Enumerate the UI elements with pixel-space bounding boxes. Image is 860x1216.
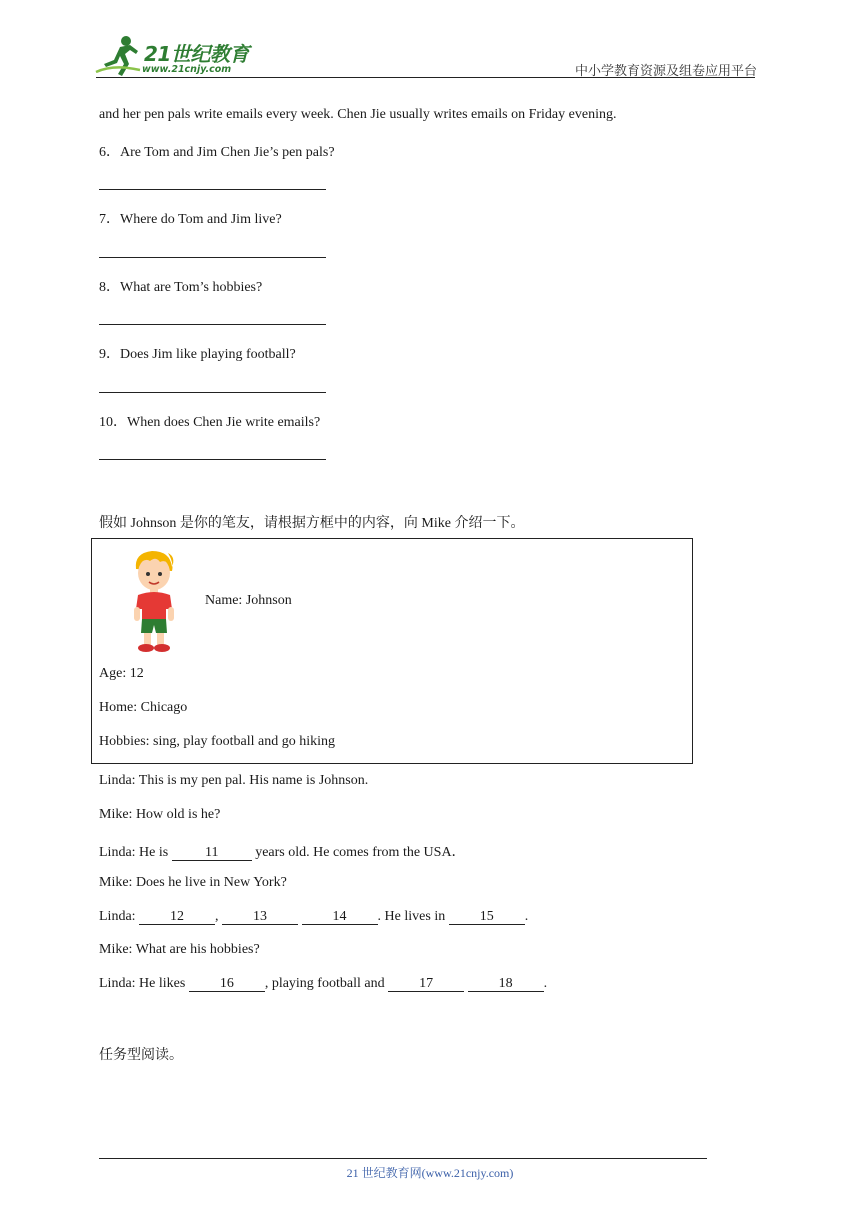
- header-platform-title: 中小学教育资源及组卷应用平台: [575, 63, 758, 78]
- question-7: 7．Where do Tom and Jim live?: [99, 212, 282, 227]
- dialogue-line-7-prefix: Linda: He likes: [99, 976, 189, 991]
- question-9: 9．Does Jim like playing football?: [99, 347, 296, 362]
- blank-12[interactable]: 12: [139, 910, 215, 925]
- blank-14[interactable]: 14: [302, 910, 378, 925]
- footer-divider: [99, 1158, 707, 1159]
- boy-illustration-icon: [126, 547, 182, 655]
- dialogue-line-2: Mike: How old is he?: [99, 807, 221, 822]
- answer-line-6[interactable]: [99, 189, 326, 190]
- blank-13[interactable]: 13: [222, 910, 298, 925]
- blank-18[interactable]: 18: [468, 977, 544, 992]
- dialogue-line-7: [99, 976, 547, 992]
- answer-line-10[interactable]: [99, 459, 326, 460]
- logo-brand-text: 21世纪教育: [144, 42, 249, 66]
- blank-11[interactable]: 11: [172, 846, 252, 861]
- info-home: Home: Chicago: [99, 700, 188, 715]
- info-box: [91, 538, 693, 764]
- question-8: 8．What are Tom’s hobbies?: [99, 280, 263, 295]
- passage-continuation: and her pen pals write emails every week. Chen Jie usually writes emails on Friday evening.: [99, 107, 617, 122]
- dialogue-line-3-prefix: Linda: He is: [99, 845, 172, 860]
- section-instruction: 假如 Johnson 是你的笔友，请根据方框中的内容，向 Mike 介绍一下。: [99, 516, 525, 531]
- dialogue-line-5-mid: . He lives in: [377, 909, 449, 924]
- answer-line-9[interactable]: [99, 392, 326, 393]
- dialogue-line-5-comma: ,: [215, 909, 223, 924]
- dialogue-line-6: Mike: What are his hobbies?: [99, 942, 260, 957]
- logo-url-text: www.21cnjy.com: [142, 64, 232, 75]
- dialogue-line-7-mid: , playing football and: [264, 976, 389, 991]
- dialogue-line-5-prefix: Linda:: [99, 909, 140, 924]
- question-10: 10．When does Chen Jie write emails?: [99, 415, 321, 430]
- info-hobbies: Hobbies: sing, play football and go hiking: [99, 734, 336, 749]
- info-age: Age: 12: [99, 666, 144, 681]
- dialogue-line-7-end: .: [543, 976, 548, 991]
- section3-title: 任务型阅读。: [99, 1048, 183, 1063]
- site-logo: [94, 34, 264, 80]
- runner-logo-icon: [94, 34, 144, 80]
- answer-line-8[interactable]: [99, 324, 326, 325]
- dialogue-line-3-suffix: years old. He comes from the USA．: [255, 845, 466, 860]
- dialogue-line-5-end: .: [524, 909, 529, 924]
- dialogue-line-4: Mike: Does he live in New York?: [99, 875, 287, 890]
- dialogue-line-1: Linda: This is my pen pal. His name is Johnson.: [99, 773, 369, 788]
- question-6: 6．Are Tom and Jim Chen Jie’s pen pals?: [99, 145, 335, 160]
- blank-15[interactable]: 15: [449, 910, 525, 925]
- blank-16[interactable]: 16: [189, 977, 265, 992]
- footer-link[interactable]: 21 世纪教育网(www.21cnjy.com): [346, 1166, 514, 1180]
- dialogue-line-3: [99, 841, 466, 861]
- dialogue-line-5: [99, 909, 528, 925]
- info-name: Name: Johnson: [205, 593, 292, 608]
- header-divider: [96, 77, 755, 78]
- answer-line-7[interactable]: [99, 257, 326, 258]
- blank-17[interactable]: 17: [388, 977, 464, 992]
